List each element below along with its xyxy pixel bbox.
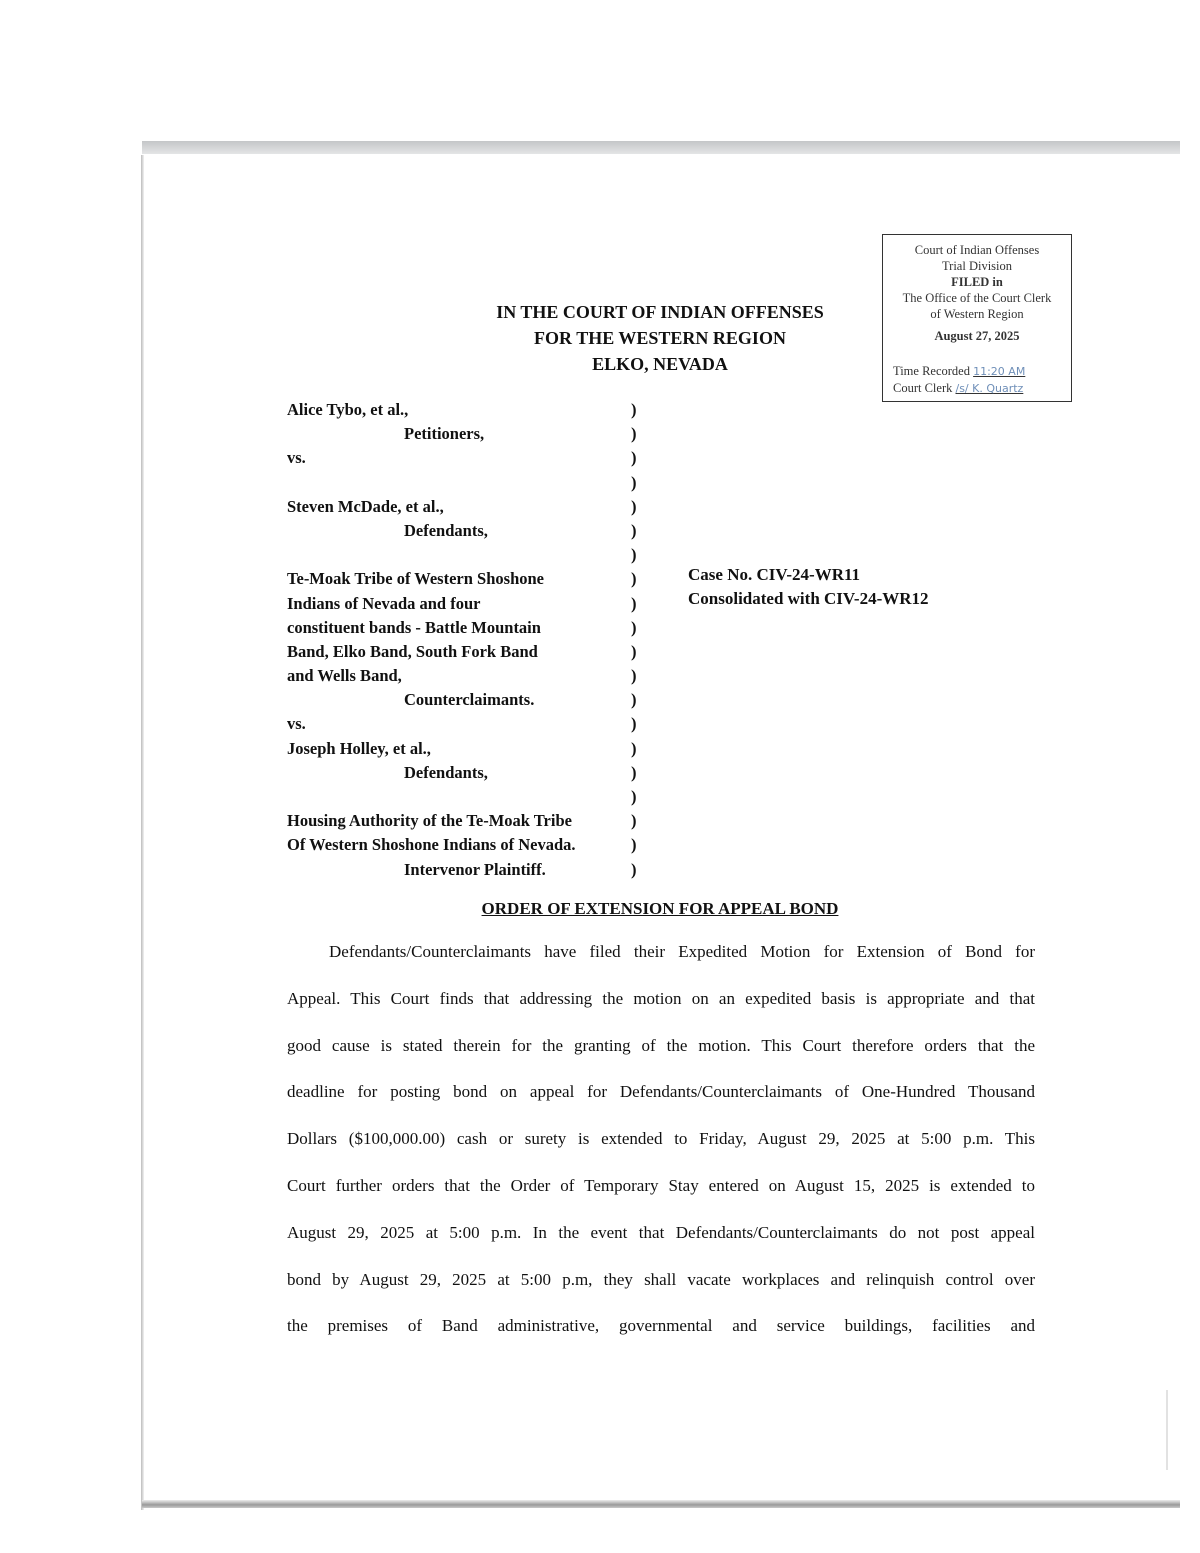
caption-text: Indians of Nevada and four <box>287 593 481 613</box>
scan-edge-right <box>1166 1390 1168 1470</box>
caption-row <box>287 664 647 688</box>
filing-stamp <box>882 234 1072 402</box>
caption-row <box>287 471 647 495</box>
caption-paren: ) <box>631 811 637 831</box>
stamp-time-row <box>893 363 1025 380</box>
caption-paren: ) <box>631 714 637 734</box>
caption-row <box>287 737 647 761</box>
caption-paren: ) <box>631 472 637 492</box>
body-line: the premises of Band administrative, governmental and service buildings, facilities and <box>287 1316 1035 1336</box>
caption-row <box>287 785 647 809</box>
body-line: good cause is stated therein for the granting of the motion. This Court therefore orders that the <box>287 1035 1035 1055</box>
caption-paren: ) <box>631 545 637 565</box>
caption-text: constituent bands - Battle Mountain <box>287 617 541 637</box>
caption-row <box>287 616 647 640</box>
scan-edge-left <box>141 155 144 1510</box>
caption-paren: ) <box>631 690 637 710</box>
caption-row <box>287 809 647 833</box>
caption-row <box>287 398 647 422</box>
case-number: Case No. CIV-24-WR11 <box>688 565 861 584</box>
caption-paren: ) <box>631 496 637 516</box>
caption-paren: ) <box>631 787 637 806</box>
caption-paren: ) <box>631 424 637 444</box>
caption-row <box>287 519 647 543</box>
stamp-clerk-signature: /s/ K. Quartz <box>955 382 1024 395</box>
caption-text: Steven McDade, et al., <box>287 496 444 516</box>
caption-paren: ) <box>631 400 637 419</box>
caption-paren: ) <box>631 617 637 637</box>
caption-row <box>287 422 647 446</box>
stamp-division: Trial Division <box>941 259 1013 273</box>
stamp-filed: FILED in <box>951 275 1003 289</box>
caption-row <box>287 712 647 736</box>
order-body <box>287 929 1035 1350</box>
caption-paren: ) <box>631 593 637 613</box>
court-heading-line2: FOR THE WESTERN REGION <box>534 328 786 348</box>
caption-paren: ) <box>631 762 637 782</box>
stamp-time-label: Time Recorded <box>893 364 970 378</box>
stamp-date: August 27, 2025 <box>934 329 1020 343</box>
scan-edge-top <box>142 141 1180 154</box>
stamp-time-value: 11:20 AM <box>973 365 1026 378</box>
order-title: ORDER OF EXTENSION FOR APPEAL BOND <box>481 899 839 918</box>
caption-row <box>287 640 647 664</box>
scan-edge-bottom <box>142 1500 1180 1508</box>
stamp-clerk-row <box>893 380 1025 397</box>
caption-row <box>287 858 647 882</box>
caption-text: Defendants, <box>404 762 488 782</box>
caption-text: Of Western Shoshone Indians of Nevada. <box>287 835 576 855</box>
caption-row <box>287 688 647 712</box>
caption-text: Defendants, <box>404 520 488 540</box>
caption-row <box>287 567 647 591</box>
caption-row <box>287 543 647 567</box>
caption-text: Intervenor Plaintiff. <box>404 859 546 879</box>
caption-text: Housing Authority of the Te-Moak Tribe <box>287 811 572 831</box>
stamp-court-name: Court of Indian Offenses <box>914 243 1040 257</box>
caption-text: and Wells Band, <box>287 666 402 686</box>
caption-text: Petitioners, <box>404 424 485 444</box>
caption-row <box>287 761 647 785</box>
stamp-record <box>893 363 1025 397</box>
caption-paren: ) <box>631 738 637 758</box>
caption-row <box>287 833 647 857</box>
caption-row <box>287 592 647 616</box>
caption-text: vs. <box>287 714 306 734</box>
court-heading-line3: ELKO, NEVADA <box>592 354 728 374</box>
caption-row <box>287 495 647 519</box>
court-heading <box>470 299 850 377</box>
caption-paren: ) <box>631 666 637 686</box>
caption-paren: ) <box>631 448 637 468</box>
caption-text: Joseph Holley, et al., <box>287 738 431 758</box>
stamp-office: The Office of the Court Clerk <box>902 291 1052 305</box>
body-line: deadline for posting bond on appeal for Defendants/Counterclaimants of One-Hundred Thousand <box>287 1082 1035 1102</box>
body-line: Court further orders that the Order of Temporary Stay entered on August 15, 2025 is extended to <box>287 1175 1035 1195</box>
body-line: Dollars ($100,000.00) cash or surety is extended to Friday, August 29, 2025 at 5:00 p.m. This <box>287 1129 1035 1149</box>
stamp-region: of Western Region <box>930 307 1024 321</box>
caption-paren: ) <box>631 835 637 855</box>
stamp-clerk-label: Court Clerk <box>893 381 953 395</box>
body-line: Defendants/Counterclaimants have filed their Expedited Motion for Extension of Bond for <box>329 942 1035 961</box>
caption-paren: ) <box>631 569 637 589</box>
caption-text: Band, Elko Band, South Fork Band <box>287 641 538 661</box>
court-heading-line1: IN THE COURT OF INDIAN OFFENSES <box>496 302 824 322</box>
caption-paren: ) <box>631 641 637 661</box>
case-caption <box>287 398 647 882</box>
caption-text: Alice Tybo, et al., <box>287 400 409 419</box>
caption-paren: ) <box>631 520 637 540</box>
body-line: Appeal. This Court finds that addressing the motion on an expedited basis is appropriate and that <box>287 988 1035 1008</box>
caption-row <box>287 446 647 470</box>
body-line: August 29, 2025 at 5:00 p.m. In the event that Defendants/Counterclaimants do not post appeal <box>287 1222 1035 1242</box>
caption-text: Te-Moak Tribe of Western Shoshone <box>287 569 544 589</box>
caption-text: Counterclaimants. <box>404 690 535 710</box>
case-number-block <box>688 563 929 611</box>
caption-paren: ) <box>631 859 637 879</box>
case-consolidated: Consolidated with CIV-24-WR12 <box>688 589 929 608</box>
body-line: bond by August 29, 2025 at 5:00 p.m, they shall vacate workplaces and relinquish control over <box>287 1269 1035 1289</box>
caption-text: vs. <box>287 448 306 468</box>
